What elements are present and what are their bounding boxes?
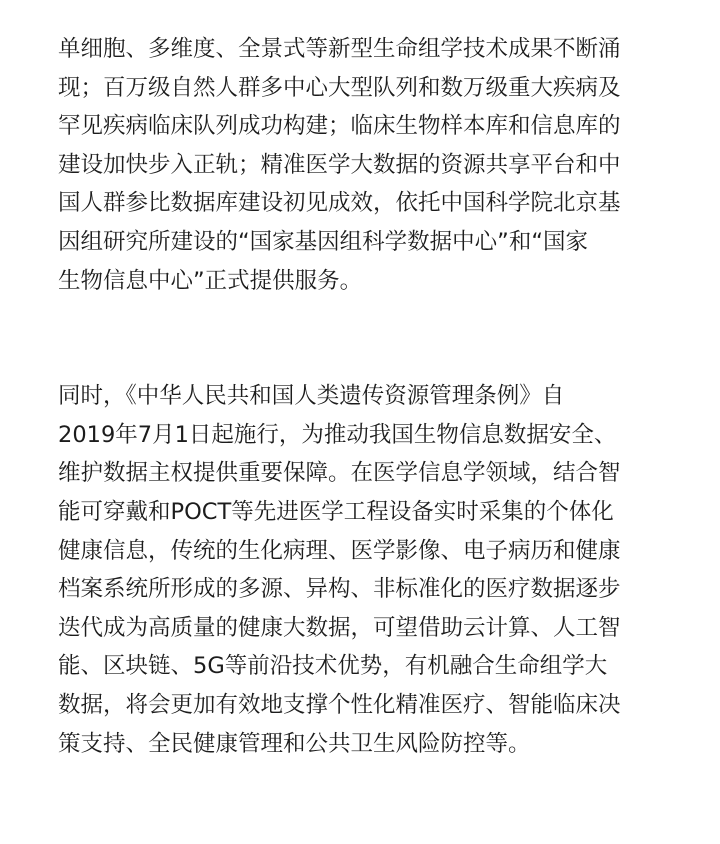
paragraph-2 (58, 377, 670, 802)
paragraph-line: 单细胞、多维度、全景式等新型生命组学技术成果不断涌 (58, 36, 621, 62)
article-body (58, 30, 670, 802)
paragraph-line: 2019年7月1日起施行，为推动我国生物信息数据安全、 (58, 421, 617, 448)
paragraph-line: 档案系统所形成的多源、异构、非标准化的医疗数据逐步 (58, 576, 621, 603)
paragraph-line: 国人群参比数据库建设初见成效，依托中国科学院北京基 (58, 190, 621, 217)
paragraph-line: 生物信息中心”正式提供服务。 (58, 267, 363, 294)
paragraph-line: 能可穿戴和POCT等先进医学工程设备实时采集的个体化 (58, 498, 614, 525)
paragraph-line (58, 763, 670, 802)
paragraph-line: 建设加快步入正轨；精准医学大数据的资源共享平台和中 (58, 151, 621, 178)
paragraph-line: 健康信息，传统的生化病理、医学影像、电子病历和健康 (58, 537, 621, 564)
paragraph-line: 维护数据主权提供重要保障。在医学信息学领域，结合智 (58, 460, 621, 487)
paragraph-line: 同时，《中华人民共和国人类遗传资源管理条例》自 (58, 383, 565, 410)
paragraph-line: 迭代成为高质量的健康大数据，可望借助云计算、人工智 (58, 614, 621, 641)
paragraph-line: 现；百万级自然人群多中心大型队列和数万级重大疾病及 (58, 74, 621, 101)
paragraph-line: 策支持、全民健康管理和公共卫生风险防控等。 (58, 730, 531, 757)
paragraph-line: 罕见疾病临床队列成功构建；临床生物样本库和信息库的 (58, 113, 621, 140)
paragraph-spacer (58, 300, 670, 377)
paragraph-line: 能、区块链、5G等前沿技术优势，有机融合生命组学大 (58, 653, 608, 680)
paragraph-1 (58, 30, 670, 300)
paragraph-line: 数据，将会更加有效地支撑个性化精准医疗、智能临床决 (58, 691, 621, 718)
paragraph-line: 因组研究所建设的“国家基因组科学数据中心”和“国家 (58, 228, 588, 255)
